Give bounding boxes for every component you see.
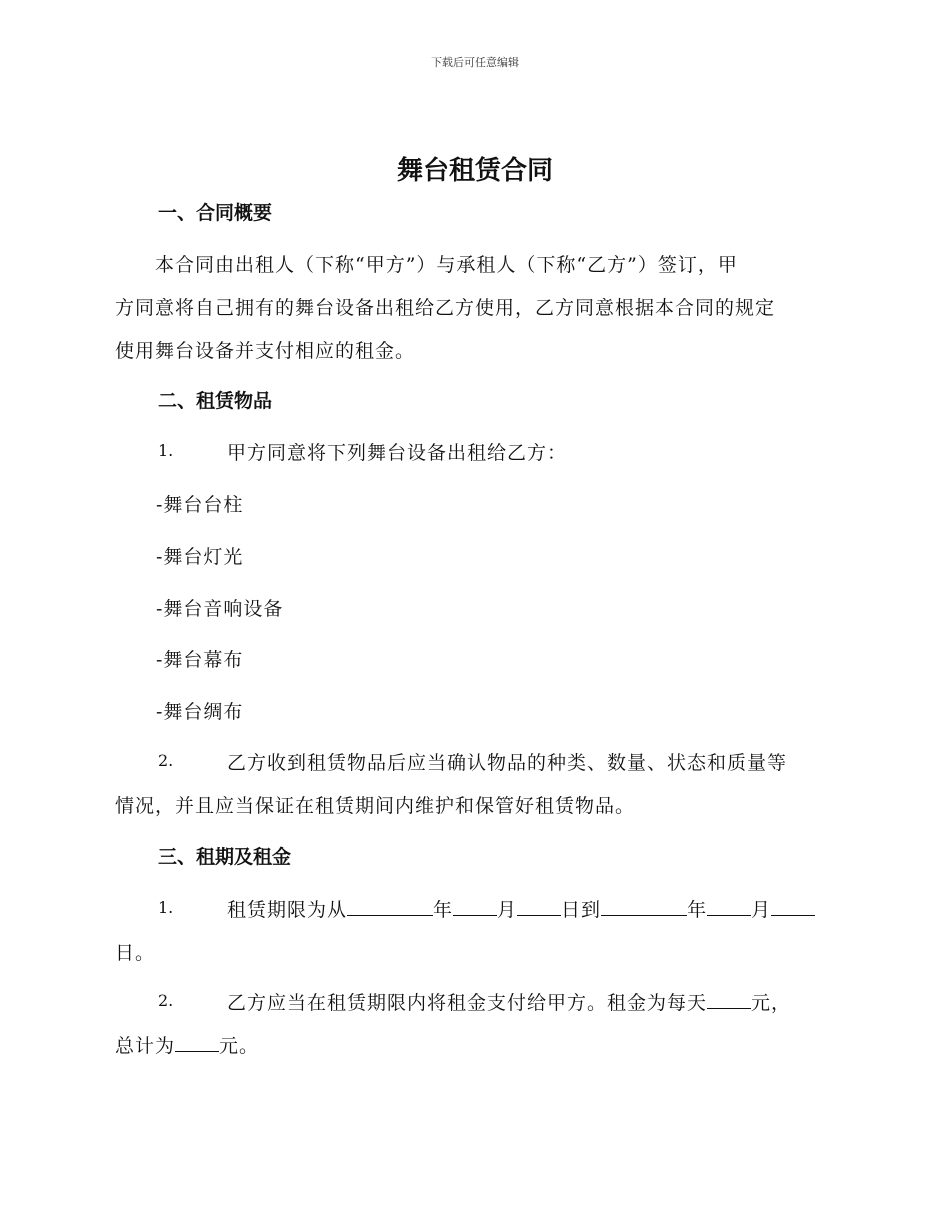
section-heading-2: 二、租赁物品 [158,390,273,412]
section-heading-3: 三、租期及租金 [158,846,292,868]
list-item: -舞台台柱 [156,494,244,516]
blank-field-daily-rent[interactable] [707,1007,751,1009]
text-segment: 乙方应当在租赁期限内将租金支付给甲方。租金为每天 [227,992,708,1014]
paragraph-line: 方同意将自己拥有的舞台设备出租给乙方使用，乙方同意根据本合同的规定 [115,297,776,319]
blank-field-end-day[interactable] [771,914,815,916]
item-number: 1. [158,441,174,460]
item-number: 1. [158,898,174,917]
text-segment: 月 [497,899,518,921]
text-segment: 元， [751,992,792,1014]
text-segment: 年 [433,899,454,921]
item-number: 2. [158,991,174,1010]
paragraph-line: 使用舞台设备并支付相应的租金。 [115,340,416,362]
blank-field-total-rent[interactable] [175,1050,219,1052]
text-segment: 日到 [561,899,602,921]
list-item: -舞台灯光 [156,546,244,568]
blank-field-start-day[interactable] [517,914,561,916]
blank-field-start-year[interactable] [347,914,433,916]
item-text: 乙方收到租赁物品后应当确认物品的种类、数量、状态和质量等 [227,752,788,774]
blank-field-end-year[interactable] [601,914,687,916]
text-segment: 元。 [219,1035,260,1057]
blank-field-end-month[interactable] [707,914,751,916]
item-text-continued: 日。 [115,942,156,964]
paragraph-line: 本合同由出租人（下称“甲方”）与承租人（下称“乙方”）签订，甲 [115,254,738,276]
rent-line [227,988,791,1015]
list-item: -舞台幕布 [156,649,244,671]
blank-field-start-month[interactable] [453,914,497,916]
item-number: 2. [158,751,174,770]
text-segment: 总计为 [115,1035,176,1057]
text-segment: 年 [687,899,708,921]
section-heading-1: 一、合同概要 [158,202,273,224]
item-text: 甲方同意将下列舞台设备出租给乙方： [227,442,568,464]
item-text-continued: 情况，并且应当保证在租赁期间内维护和保管好租赁物品。 [115,795,636,817]
page-header: 下载后可任意编辑 [431,56,519,69]
list-item: -舞台音响设备 [156,598,284,620]
text-segment: 月 [751,899,772,921]
rent-total-line [115,1031,835,1058]
text-segment: 租赁期限为从 [227,899,348,921]
lease-period-line [227,895,815,922]
document-title: 舞台租赁合同 [396,156,553,186]
list-item: -舞台绸布 [156,701,244,723]
